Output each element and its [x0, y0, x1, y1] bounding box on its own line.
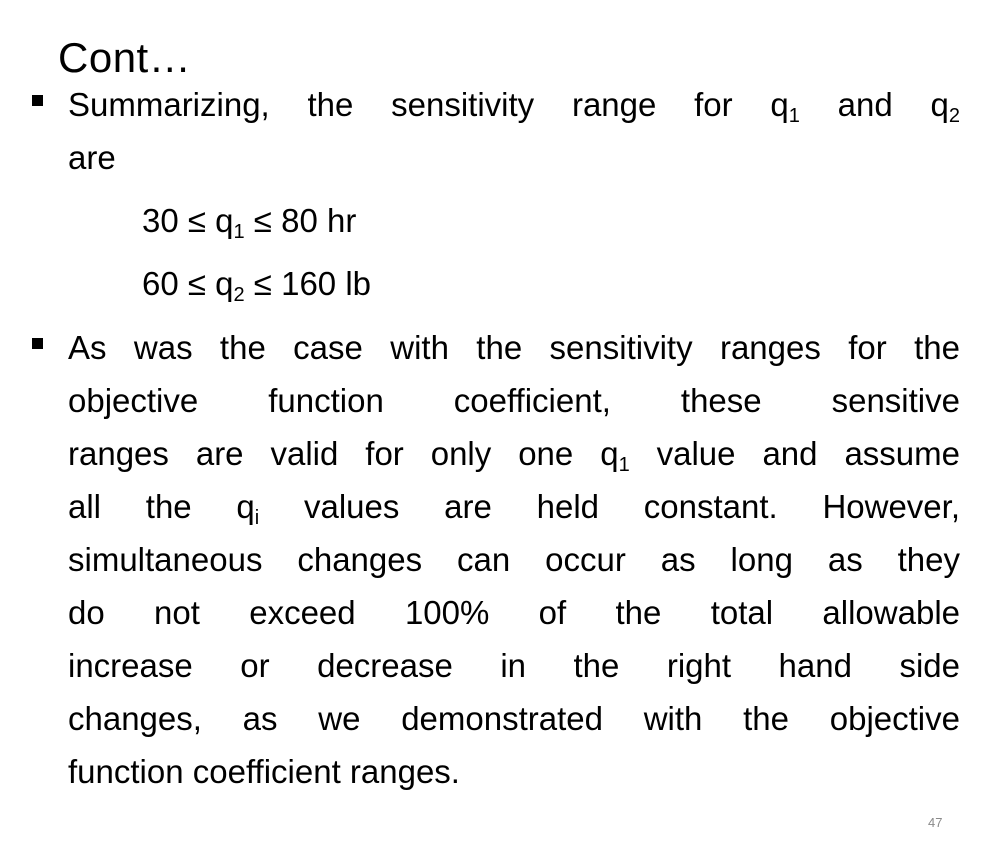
square-bullet-icon — [32, 338, 43, 349]
page-number: 47 — [928, 815, 943, 830]
bullet-line: ranges are valid for only one $q_1$ value and assume — [68, 435, 960, 476]
bullet-summarizing — [68, 78, 960, 184]
bullet-line: increase or decrease in the right hand side — [68, 647, 960, 684]
bullet-line: function coefficient ranges. — [68, 753, 460, 790]
square-bullet-icon — [32, 95, 43, 106]
range-equation-q1: $30 \le q_1 \le 80$ hr — [142, 202, 357, 243]
bullet-line: As was the case with the sensitivity ranges for the — [68, 329, 960, 366]
bullet-line: simultaneous changes can occur as long as they — [68, 541, 960, 578]
range-equation-q2: $60 \le q_2 \le 160$ lb — [142, 265, 372, 306]
bullet-line: objective function coefficient, these sensitive — [68, 382, 960, 419]
slide-title: Cont… — [58, 34, 192, 81]
bullet-line: do not exceed 100% of the total allowable — [68, 594, 960, 631]
bullet-line: Summarizing, the sensitivity range for $q_1$ and $q_2$ — [68, 86, 960, 127]
bullet-line: all the $q_i$ values are held constant. However, — [68, 488, 960, 529]
bullet-sensitivity-validity — [68, 321, 960, 798]
bullet-line: are — [68, 139, 116, 176]
bullet-line: changes, as we demonstrated with the objective — [68, 700, 960, 737]
